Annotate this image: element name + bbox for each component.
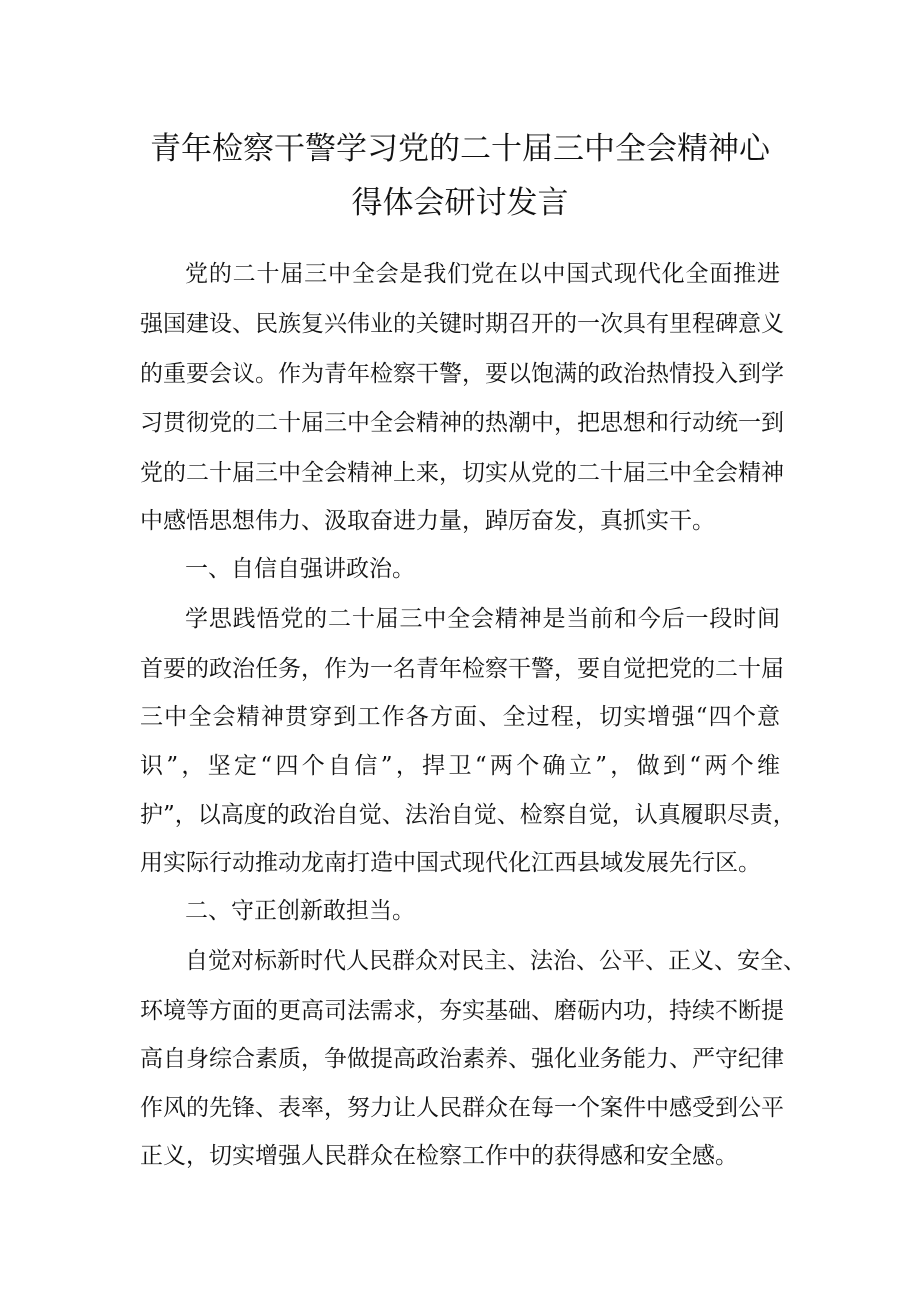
intro-line-3: 的重要会议。作为青年检察干警，要以饱满的政治热情投入到学 — [140, 361, 784, 387]
section1-line-2: 首要的政治任务，作为一名青年检察干警，要自觉把党的二十届 — [140, 656, 784, 682]
intro-line-1: 党的二十届三中全会是我们党在以中国式现代化全面推进 — [185, 261, 780, 287]
document-title-line-2: 得体会研讨发言 — [351, 185, 569, 221]
intro-line-6: 中感悟思想伟力、汲取奋进力量，踔厉奋发，真抓实干。 — [140, 508, 715, 534]
section-heading-1: 一、自信自强讲政治。 — [185, 556, 415, 582]
section2-line-2: 环境等方面的更高司法需求，夯实基础、磨砺内功，持续不断提 — [140, 998, 784, 1024]
document-title-line-1: 青年检察干警学习党的二十届三中全会精神心 — [150, 131, 770, 167]
intro-line-4: 习贯彻党的二十届三中全会精神的热潮中，把思想和行动统一到 — [140, 410, 784, 436]
section2-line-5: 正义，切实增强人民群众在检察工作中的获得感和安全感。 — [140, 1143, 738, 1169]
section1-line-3: 三中全会精神贯穿到工作各方面、全过程，切实增强“四个意 — [140, 704, 780, 730]
intro-line-5: 党的二十届三中全会精神上来，切实从党的二十届三中全会精神 — [140, 460, 784, 486]
section1-line-1: 学思践悟党的二十届三中全会精神是当前和今后一段时间 — [185, 606, 780, 632]
section1-line-4: 识”，坚定“四个自信”，捍卫“两个确立”，做到“两个维 — [140, 753, 780, 779]
section1-line-5: 护”，以高度的政治自觉、法治自觉、检察自觉，认真履职尽责， — [140, 802, 796, 828]
section2-line-1: 自觉对标新时代人民群众对民主、法治、公平、正义、安全、 — [185, 948, 806, 974]
section1-line-6: 用实际行动推动龙南打造中国式现代化江西县域发展先行区。 — [140, 850, 761, 876]
section-heading-2: 二、守正创新敢担当。 — [185, 898, 415, 924]
intro-line-2: 强国建设、民族复兴伟业的关键时期召开的一次具有里程碑意义 — [140, 311, 784, 337]
section2-line-4: 作风的先锋、表率，努力让人民群众在每一个案件中感受到公平 — [140, 1095, 784, 1121]
section2-line-3: 高自身综合素质，争做提高政治素养、强化业务能力、严守纪律 — [140, 1046, 784, 1072]
